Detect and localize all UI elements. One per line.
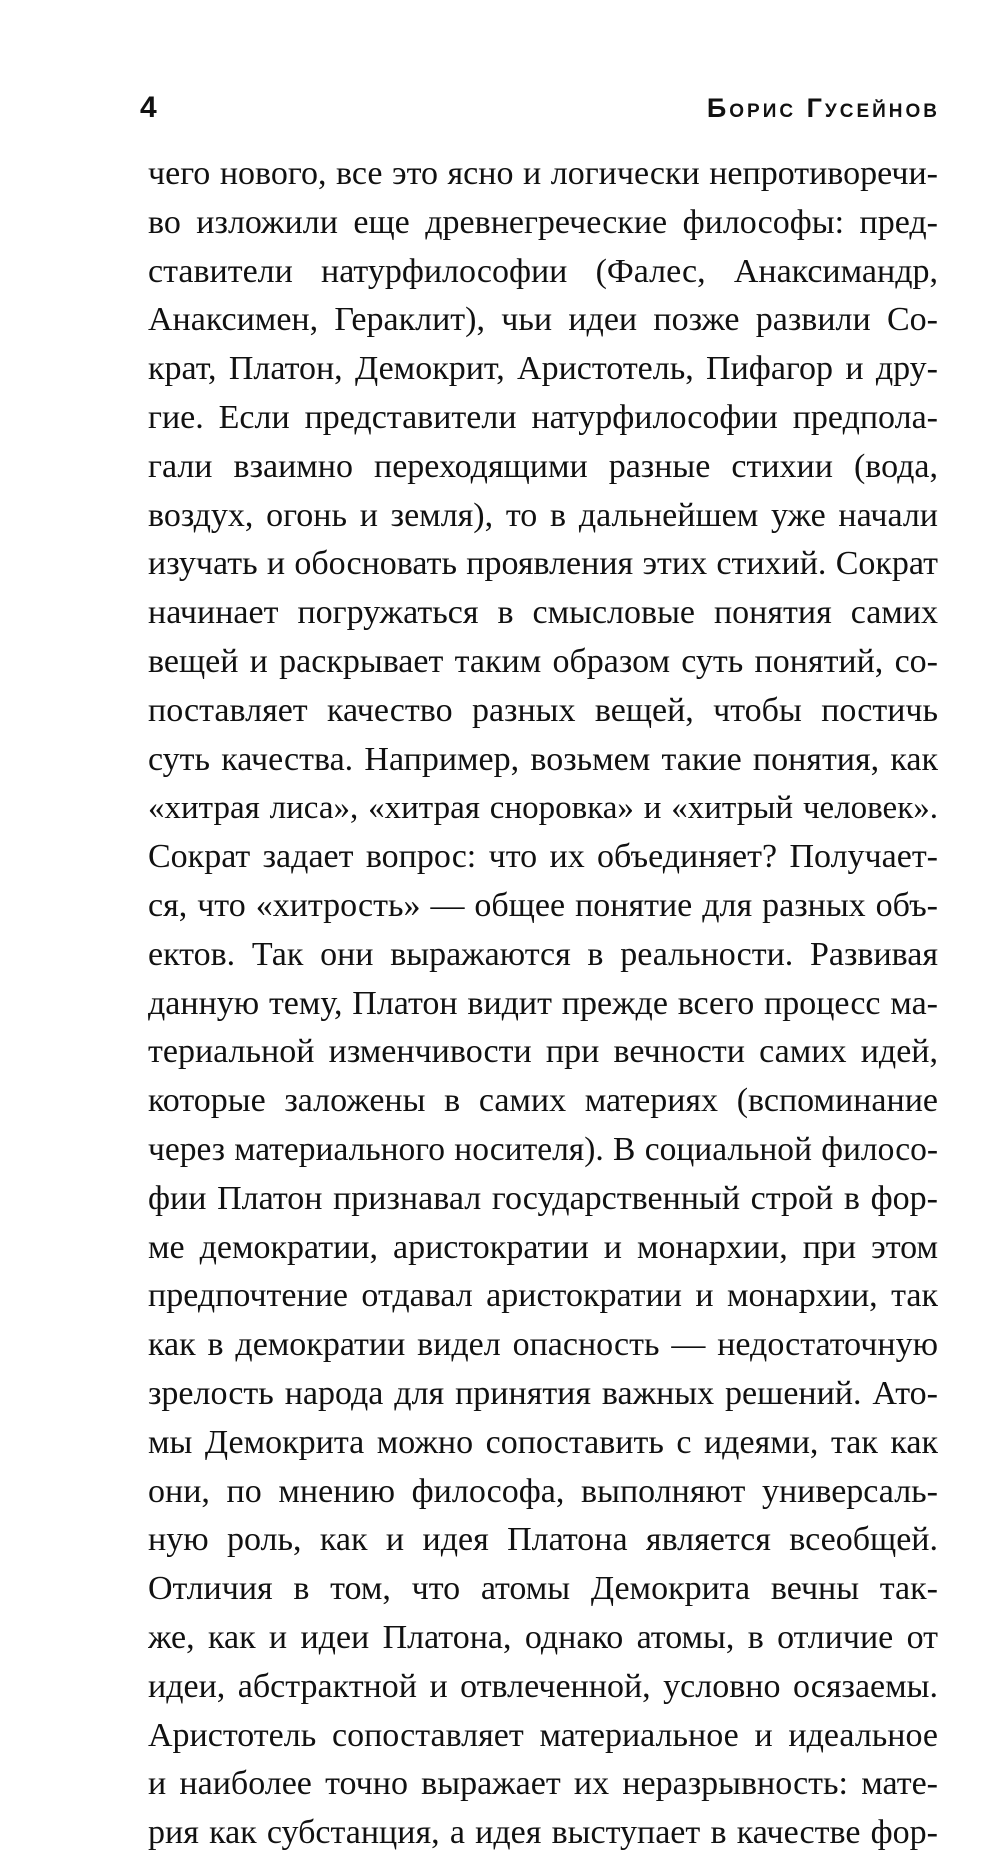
body-text [148,150,938,1858]
text-line: ставители натурфилософии (Фалес, Анаксимандр, [148,252,938,290]
text-line: зрелость народа для принятия важных решений. Ато- [148,1374,938,1412]
text-line: поставляет качество разных вещей, чтобы постичь [148,691,938,729]
text-line: гали взаимно переходящими разные стихии (вода, [148,447,938,485]
text-line: вещей и раскрывает таким образом суть понятий, со- [148,642,938,680]
page-header [140,88,940,132]
text-line: Отличия в том, что атомы Демокрита вечны так- [148,1570,938,1608]
page-number: 4 [140,91,158,124]
text-line: как в демократии видел опасность — недостаточную [148,1326,938,1364]
text-line: воздух, огонь и земля), то в дальнейшем уже начали [148,496,938,534]
text-line: же, как и идеи Платона, однако атомы, в отличие от [148,1618,938,1656]
text-line: Аристотель сопоставляет материальное и идеальное [148,1716,938,1754]
text-line: рия как субстанция, а идея выступает в качестве фор- [148,1814,938,1852]
text-line: идеи, абстрактной и отвлеченной, условно осязаемы. [148,1667,938,1705]
text-line: ме демократии, аристократии и монархии, при этом [148,1228,938,1266]
text-line: они, по мнению философа, выполняют универсаль- [148,1472,938,1510]
text-line: Сократ задает вопрос: что их объединяет? Получает- [148,838,938,876]
text-line: ную роль, как и идея Платона является всеобщей. [148,1521,938,1559]
text-line: ектов. Так они выражаются в реальности. Развивая [148,935,938,973]
text-line: во изложили еще древнегреческие философы: пред- [148,203,938,241]
text-line: данную тему, Платон видит прежде всего процесс ма- [148,984,938,1022]
text-line: которые заложены в самих материях (вспоминание [148,1082,938,1120]
text-line: фии Платон признавал государственный строй в фор- [148,1179,938,1217]
text-line: мы Демокрита можно сопоставить с идеями, так как [148,1423,938,1461]
text-line: чего нового, все это ясно и логически непротиворечи- [148,155,938,192]
text-line: териальной изменчивости при вечности самих идей, [148,1033,938,1071]
text-line: гие. Если представители натурфилософии предпола- [148,398,938,436]
text-line: Анаксимен, Гераклит), чьи идеи позже развили Со- [148,301,938,339]
text-line: крат, Платон, Демокрит, Аристотель, Пифагор и дру- [148,350,938,388]
text-line: «хитрая лиса», «хитрая сноровка» и «хитрый человек». [148,790,938,827]
text-line: изучать и обосновать проявления этих стихий. Сократ [148,545,938,583]
text-line: предпочтение отдавал аристократии и монархии, так [148,1277,938,1315]
text-line: ся, что «хитрость» — общее понятие для разных объ- [148,886,938,924]
text-line: через материального носителя). В социальной филосо- [148,1130,938,1168]
text-line: начинает погружаться в смысловые понятия самих [148,594,938,632]
running-head-author: Борис Гусейнов [706,93,940,123]
text-line: суть качества. Например, возьмем такие понятия, как [148,740,938,778]
text-line: и наиболее точно выражает их неразрывность: мате- [148,1765,938,1803]
